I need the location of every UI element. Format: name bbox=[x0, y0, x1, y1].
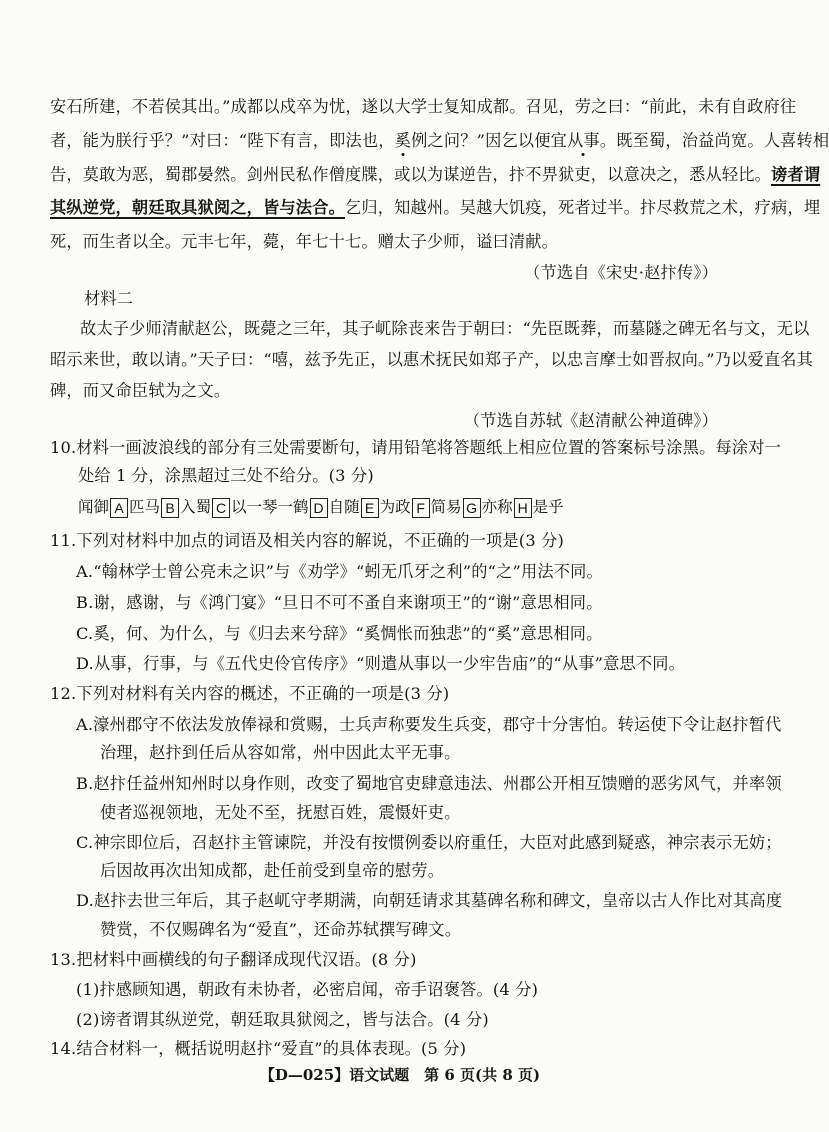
segment: 入蜀 bbox=[180, 498, 212, 516]
material2-line-2: 昭示来世，敢以请。”天子曰：“嘻，兹予先正，以惠术抚民如郑子产，以忠言摩士如晋叔向。”乃以爱直名其 bbox=[50, 350, 814, 369]
page-footer: 【D—025】语文试题 第 6 页(共 8 页) bbox=[259, 1066, 541, 1084]
q11-option-c: C.奚，何、为什么，与《归去来兮辞》“奚惆怅而独悲”的“奚”意思相同。 bbox=[76, 624, 603, 643]
dotted-word-xi: 奚 bbox=[394, 131, 412, 150]
material1-line-5: 死，而生者以全。元丰七年，薨，年七十七。赠太子少师，谥曰清献。 bbox=[50, 232, 559, 251]
material1-line-3 bbox=[50, 164, 820, 186]
q11-option-d: D.从事，行事，与《五代史伶官传序》“则遣从事以一少牢告庙”的“从事”意思不同。 bbox=[76, 654, 686, 673]
answer-box-b[interactable]: B bbox=[161, 498, 179, 518]
q12-option-a-2: 治理，赵抃到任后从容如常，州中因此太平无事。 bbox=[100, 743, 461, 762]
answer-box-e[interactable]: E bbox=[361, 498, 379, 518]
q12-option-d-1: D.赵抃去世三年后，其子赵屼守孝期满，向朝廷请求其墓碑名称和碑文，皇帝以古人作比对其高度 bbox=[76, 891, 783, 910]
segment: 匹马 bbox=[129, 498, 161, 516]
q13-stem: 13.把材料中画横线的句子翻译成现代汉语。(8 分) bbox=[50, 950, 417, 969]
q13-sentence-2: (2)谤者谓其纵逆党，朝廷取具狱阅之，皆与法合。(4 分) bbox=[76, 1010, 489, 1029]
q10-stem-line-1: 10.材料一画波浪线的部分有三处需要断句，请用铅笔将答题纸上相应位置的答案标号涂黑。每涂对一 bbox=[50, 438, 782, 457]
answer-box-f[interactable]: F bbox=[412, 498, 430, 518]
q12-option-b-2: 使者巡视领地，无处不至，抚慰百姓，震慑奸吏。 bbox=[100, 803, 461, 822]
material1-line-2e: 。既至蜀，治益尚宽。人喜转相 bbox=[599, 131, 829, 150]
q12-option-b-1: B.赵抃任益州知州时以身作则，改变了蜀地官吏肆意违法、州郡公开相互馈赠的恶劣风气，并率领 bbox=[76, 774, 782, 793]
material1-line-4-text: 乞归，知越州。吴越大饥疫，死者过半。抃尽救荒之术，疗病，埋 bbox=[344, 198, 821, 217]
material1-source: （节选自《宋史·赵抃传》） bbox=[524, 263, 718, 282]
q12-stem: 12.下列对材料有关内容的概述，不正确的一项是(3 分) bbox=[50, 684, 450, 703]
material1-line-1: 安石所建，不若侯其出。”成都以戍卒为忧，遂以大学士复知成都。召见，劳之曰：“前此，未有自政府往 bbox=[50, 97, 797, 116]
answer-box-d[interactable]: D bbox=[310, 498, 328, 518]
underlined-sentence-part2: 其纵逆党，朝廷取具狱阅之，皆与法合。 bbox=[50, 198, 345, 217]
material1-line-2a: 者，能为朕行乎？”对曰：“陛下有言，即法也， bbox=[50, 131, 395, 150]
segment: 自随 bbox=[328, 498, 360, 516]
q11-option-b: B.谢，感谢，与《鸿门宴》“旦日不可不蚤自来谢项王”的“谢”意思相同。 bbox=[76, 593, 603, 612]
segment: 为政 bbox=[379, 498, 411, 516]
material1-line-2c: 例之问？”因乞以便宜 bbox=[411, 131, 568, 150]
q12-option-c-1: C.神宗即位后，召赵抃主管谏院，并没有按惯例委以府重任，大臣对此感到疑惑，神宗表示无妨； bbox=[76, 833, 782, 852]
q14-stem: 14.结合材料一，概括说明赵抃“爱直”的具体表现。(5 分) bbox=[50, 1039, 467, 1058]
material1-line-3-text: 告，莫敢为恶，蜀郡晏然。剑州民私作僧度牒，或以为谋逆告，抃不畀狱吏，以意决之，悉从轻比。 bbox=[50, 165, 772, 184]
segment: 是乎 bbox=[532, 498, 564, 516]
answer-box-g[interactable]: G bbox=[463, 498, 481, 518]
material1-line-2 bbox=[50, 130, 829, 152]
answer-box-a[interactable]: A bbox=[110, 498, 128, 518]
q12-option-a-1: A.濠州郡守不依法发放俸禄和赏赐，士兵声称要发生兵变，郡守十分害怕。转运使下令让赵抃暂代 bbox=[76, 715, 782, 734]
segment: 亦称 bbox=[481, 498, 513, 516]
material2-heading: 材料二 bbox=[84, 289, 134, 308]
material2-source: （节选自苏轼《赵清献公神道碑》） bbox=[463, 411, 718, 430]
material2-line-1: 故太子少师清献赵公，既薨之三年，其子屼除丧来告于朝曰：“先臣既葬，而墓隧之碑无名与文，无以 bbox=[80, 319, 810, 338]
q10-punctuation-row bbox=[78, 496, 564, 518]
dotted-word-congshi: 从事 bbox=[567, 131, 600, 150]
answer-box-c[interactable]: C bbox=[212, 498, 230, 518]
q10-stem-line-2: 处给 1 分，涂黑超过三处不给分。(3 分) bbox=[78, 466, 374, 485]
q13-sentence-1: (1)抃感顾知遇，朝政有未协者，必密启闻，帝手诏褒答。(4 分) bbox=[76, 980, 539, 999]
material2-line-3: 碑，而又命臣轼为之文。 bbox=[50, 381, 231, 400]
q12-option-d-2: 赞赏，不仅赐碑名为“爱直”，还命苏轼撰写碑文。 bbox=[100, 920, 462, 939]
q11-stem: 11.下列对材料中加点的词语及相关内容的解说，不正确的一项是(3 分) bbox=[50, 531, 565, 550]
q11-option-a: A.“翰林学士曾公亮未之识”与《劝学》“蚓无爪牙之利”的“之”用法不同。 bbox=[76, 562, 603, 581]
segment: 闻御 bbox=[78, 498, 110, 516]
underlined-sentence-part1: 谤者谓 bbox=[771, 165, 821, 184]
material1-line-4 bbox=[50, 197, 820, 219]
segment: 简易 bbox=[430, 498, 462, 516]
q12-option-c-2: 后因故再次出知成都，赴任前受到皇帝的慰劳。 bbox=[100, 861, 445, 880]
segment: 以一琴一鹤 bbox=[231, 498, 309, 516]
answer-box-h[interactable]: H bbox=[514, 498, 532, 518]
